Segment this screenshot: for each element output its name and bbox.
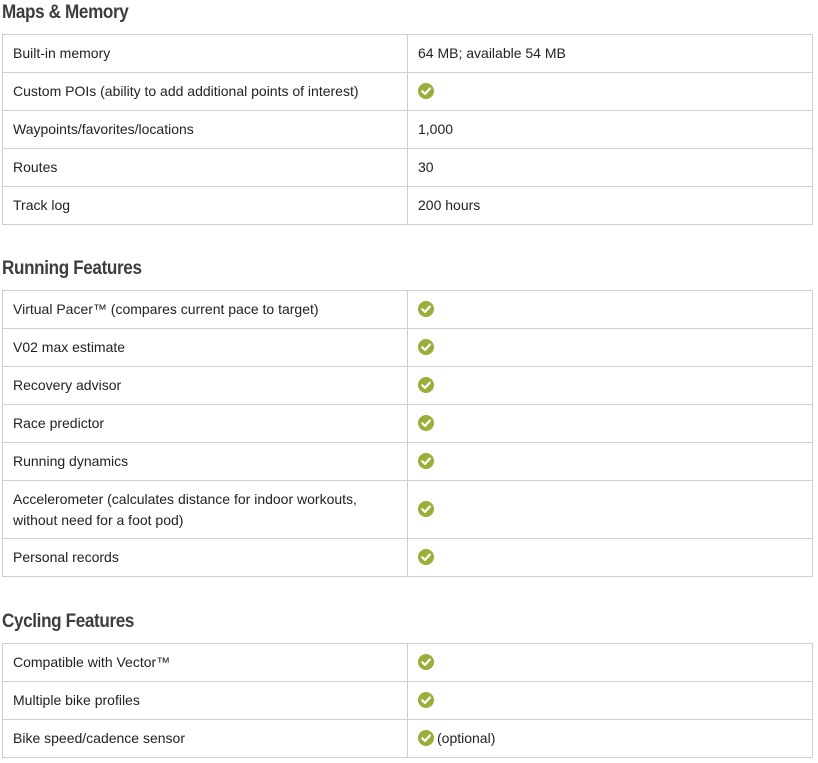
table-row xyxy=(3,720,813,758)
maps-memory-table xyxy=(2,34,813,225)
table-row xyxy=(3,405,813,443)
spec-value: 200 hours xyxy=(408,187,813,225)
section-title-running-features: Running Features xyxy=(2,258,142,279)
check-circle-icon xyxy=(418,83,434,99)
spec-label: V02 max estimate xyxy=(3,329,408,367)
spec-label: Waypoints/favorites/locations xyxy=(3,111,408,149)
spec-value xyxy=(408,539,813,577)
section-title-cycling-features: Cycling Features xyxy=(2,611,135,632)
spec-value xyxy=(408,291,813,329)
spec-label: Track log xyxy=(3,187,408,225)
check-circle-icon xyxy=(418,692,434,708)
table-row xyxy=(3,35,813,73)
spec-value: 30 xyxy=(408,149,813,187)
spec-value xyxy=(408,443,813,481)
spec-value xyxy=(408,405,813,443)
check-circle-icon xyxy=(418,654,434,670)
spec-label: Bike speed/cadence sensor xyxy=(3,720,408,758)
check-circle-icon xyxy=(418,301,434,317)
spec-value xyxy=(408,367,813,405)
spec-value xyxy=(408,329,813,367)
table-row xyxy=(3,644,813,682)
check-circle-icon xyxy=(418,453,434,469)
table-row xyxy=(3,187,813,225)
optional-note: (optional) xyxy=(437,730,496,747)
cycling-features-table xyxy=(2,643,813,758)
table-row xyxy=(3,149,813,187)
spec-label-line: Accelerometer (calculates distance for indoor workouts, xyxy=(13,490,357,507)
spec-label: Custom POIs (ability to add additional points of interest) xyxy=(3,73,408,111)
spec-label xyxy=(3,481,408,539)
spec-value xyxy=(408,682,813,720)
table-row xyxy=(3,539,813,577)
table-row xyxy=(3,73,813,111)
spec-value: 64 MB; available 54 MB xyxy=(408,35,813,73)
table-row xyxy=(3,291,813,329)
spec-label: Compatible with Vector™ xyxy=(3,644,408,682)
spec-label: Multiple bike profiles xyxy=(3,682,408,720)
running-features-table xyxy=(2,290,813,577)
table-row xyxy=(3,682,813,720)
spec-label: Recovery advisor xyxy=(3,367,408,405)
table-row xyxy=(3,111,813,149)
check-circle-icon xyxy=(418,377,434,393)
spec-label: Running dynamics xyxy=(3,443,408,481)
check-circle-icon xyxy=(418,549,434,565)
spec-label: Race predictor xyxy=(3,405,408,443)
check-circle-icon xyxy=(418,415,434,431)
check-circle-icon xyxy=(418,730,434,746)
table-row xyxy=(3,481,813,539)
spec-label-line: without need for a foot pod) xyxy=(13,511,184,528)
spec-value xyxy=(408,73,813,111)
spec-value xyxy=(408,481,813,539)
table-row xyxy=(3,367,813,405)
spec-label: Built-in memory xyxy=(3,35,408,73)
table-row xyxy=(3,443,813,481)
section-title-maps-memory: Maps & Memory xyxy=(2,2,129,23)
spec-label: Personal records xyxy=(3,539,408,577)
check-circle-icon xyxy=(418,339,434,355)
table-row xyxy=(3,329,813,367)
spec-value: 1,000 xyxy=(408,111,813,149)
spec-label: Virtual Pacer™ (compares current pace to target) xyxy=(3,291,408,329)
spec-value xyxy=(408,720,813,758)
spec-label: Routes xyxy=(3,149,408,187)
check-circle-icon xyxy=(418,501,434,517)
spec-value xyxy=(408,644,813,682)
